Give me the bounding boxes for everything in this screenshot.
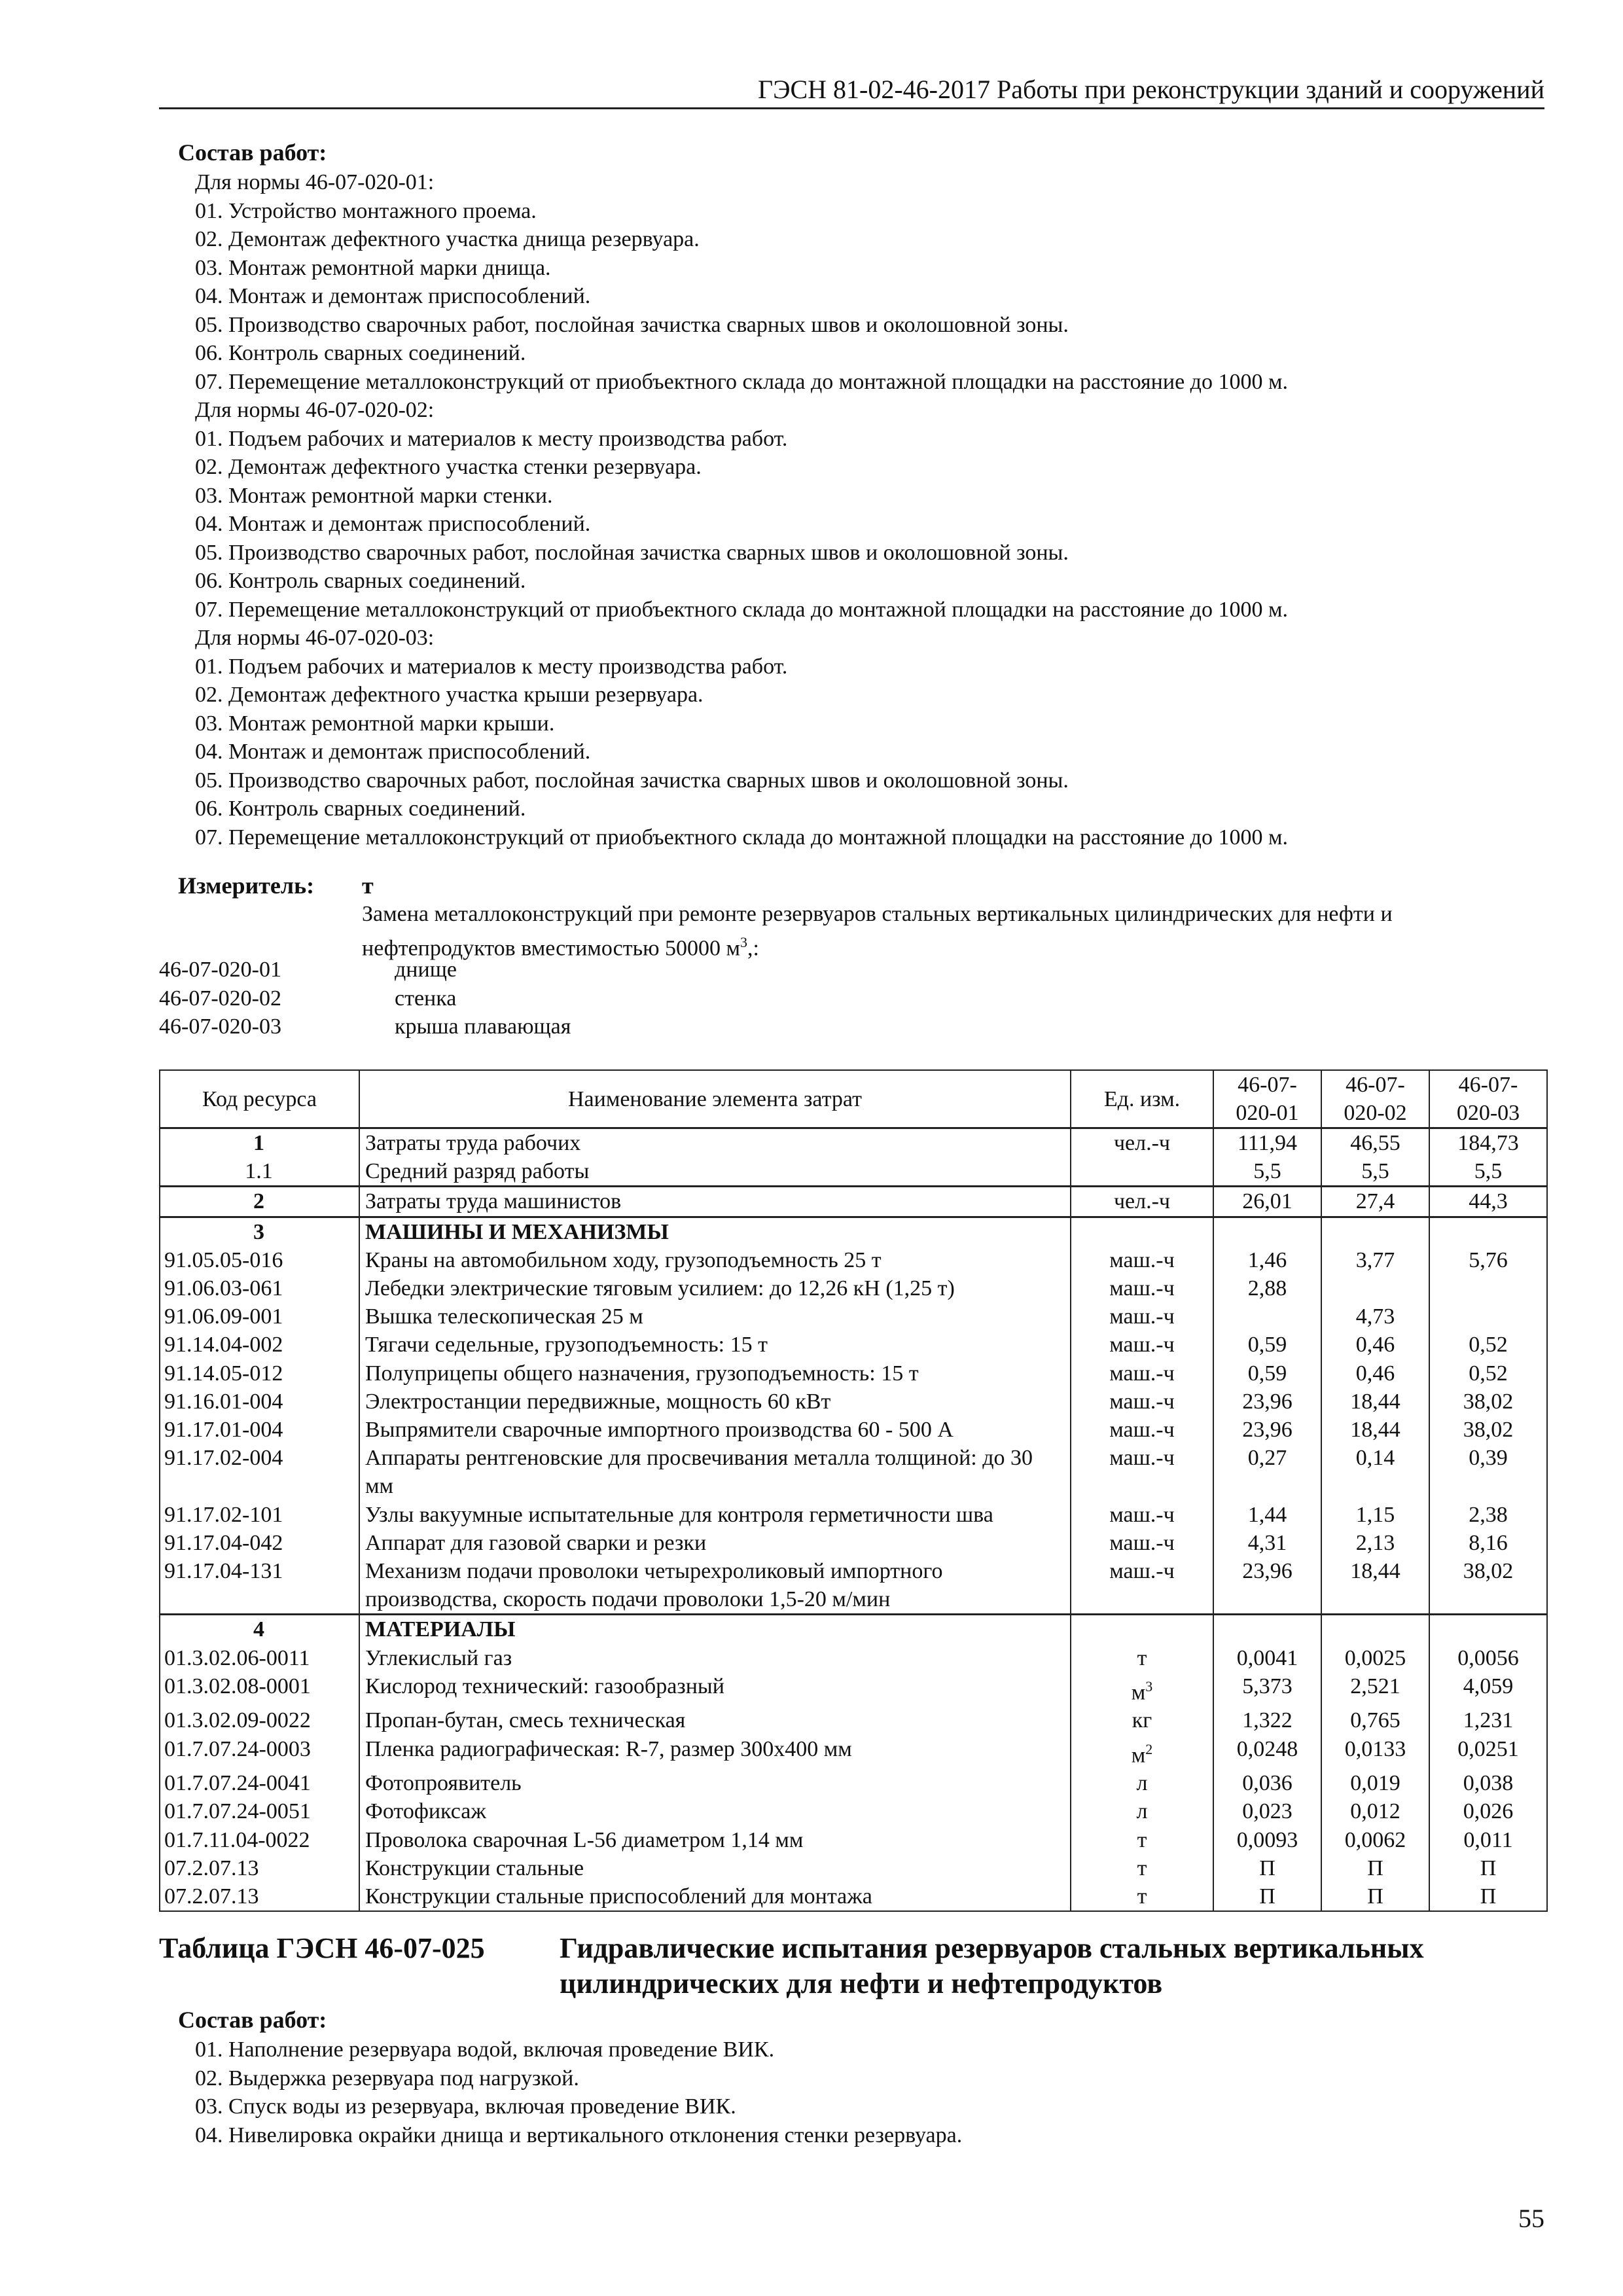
- cell-value: 184,73: [1429, 1128, 1547, 1158]
- header-norm-1: [1213, 1070, 1321, 1128]
- norm-group-label: Для нормы 46-07-020-02:: [195, 398, 435, 422]
- cell-value: 46,55: [1321, 1128, 1429, 1158]
- cell-unit: маш.-ч: [1071, 1359, 1213, 1388]
- header-code: Код ресурса: [160, 1070, 359, 1128]
- cell-value: 2,13: [1321, 1529, 1429, 1557]
- header-norm-2-b: 020-02: [1344, 1101, 1407, 1125]
- cell-unit: [1071, 1217, 1213, 1246]
- work-item: 04. Монтаж и демонтаж приспособлений.: [195, 284, 591, 308]
- table-row: [160, 1331, 1547, 1359]
- cell-code: 91.06.03-061: [160, 1274, 359, 1302]
- cell-value: 1,322: [1213, 1706, 1321, 1734]
- cell-value: 5,5: [1429, 1157, 1547, 1187]
- header-norm-2-a: 46-07-: [1346, 1073, 1405, 1097]
- table-row: [160, 1557, 1547, 1615]
- cell-unit: чел.-ч: [1071, 1128, 1213, 1158]
- cell-name: Краны на автомобильном ходу, грузоподъемность 25 т: [359, 1246, 1071, 1274]
- measure-unit: т: [362, 872, 374, 899]
- work-item: 07. Перемещение металлоконструкций от приобъектного склада до монтажной площадки на расстояние до 1000 м.: [195, 597, 1288, 622]
- table-row: [160, 1797, 1547, 1825]
- cell-unit: маш.-ч: [1071, 1557, 1213, 1615]
- cell-unit: маш.-ч: [1071, 1274, 1213, 1302]
- cell-name: Электростанции передвижные, мощность 60 кВт: [359, 1388, 1071, 1416]
- cell-value: 4,059: [1429, 1672, 1547, 1707]
- cell-value: 0,39: [1429, 1444, 1547, 1500]
- cell-code: 2: [160, 1187, 359, 1217]
- cell-value: 0,011: [1429, 1826, 1547, 1854]
- cell-code: 91.17.01-004: [160, 1416, 359, 1444]
- cell-unit: т: [1071, 1644, 1213, 1672]
- cell-name: Затраты труда машинистов: [359, 1187, 1071, 1217]
- measure-description: [362, 900, 1540, 962]
- cell-value: 0,27: [1213, 1444, 1321, 1500]
- cell-value: [1321, 1217, 1429, 1246]
- cell-name: Вышка телескопическая 25 м: [359, 1302, 1071, 1331]
- cell-unit: л: [1071, 1797, 1213, 1825]
- table-row: [160, 1128, 1547, 1158]
- cell-value: [1429, 1217, 1547, 1246]
- cell-value: 23,96: [1213, 1416, 1321, 1444]
- table-row: [160, 1615, 1547, 1644]
- cell-name: Полуприцепы общего назначения, грузоподъемность: 15 т: [359, 1359, 1071, 1388]
- cell-value: 0,019: [1321, 1769, 1429, 1797]
- cell-value: 23,96: [1213, 1388, 1321, 1416]
- cell-unit: маш.-ч: [1071, 1388, 1213, 1416]
- cell-value: 2,521: [1321, 1672, 1429, 1707]
- running-header: ГЭСН 81-02-46-2017 Работы при реконструкции зданий и сооружений: [757, 75, 1544, 104]
- cell-unit: маш.-ч: [1071, 1246, 1213, 1274]
- cell-unit: $м^2$: [1071, 1735, 1213, 1770]
- resource-table: [159, 1069, 1548, 1912]
- cell-name: Аппараты рентгеновские для просвечивания металла толщиной: до 30 мм: [359, 1444, 1071, 1500]
- table-row: [160, 1416, 1547, 1444]
- work-item: 03. Спуск воды из резервуара, включая проведение ВИК.: [195, 2094, 736, 2119]
- cell-code: 01.7.07.24-0051: [160, 1797, 359, 1825]
- header-norm-1-a: 46-07-: [1238, 1073, 1297, 1097]
- header-unit: Ед. изм.: [1071, 1070, 1213, 1128]
- work-item: 07. Перемещение металлоконструкций от приобъектного склада до монтажной площадки на расстояние до 1000 м.: [195, 825, 1288, 850]
- page-number: 55: [1518, 2204, 1544, 2233]
- next-table-label: Таблица ГЭСН 46-07-025: [159, 1932, 485, 1964]
- table-row: [160, 1274, 1547, 1302]
- cell-code: 91.16.01-004: [160, 1388, 359, 1416]
- cell-value: 0,52: [1429, 1331, 1547, 1359]
- table-row: [160, 1444, 1547, 1500]
- cell-unit: $м^3$: [1071, 1672, 1213, 1707]
- work-item: 02. Выдержка резервуара под нагрузкой.: [195, 2066, 579, 2090]
- cell-value: П: [1213, 1882, 1321, 1911]
- work-item: 05. Производство сварочных работ, послойная зачистка сварных швов и околошовной зоны.: [195, 540, 1069, 565]
- cell-code: 07.2.07.13: [160, 1854, 359, 1882]
- measure-label: Измеритель:: [178, 872, 315, 899]
- cell-name: Пропан-бутан, смесь техническая: [359, 1706, 1071, 1734]
- next-composition-list: [195, 2036, 962, 2149]
- unit-superscript: 2: [1145, 1740, 1153, 1757]
- cell-name: Углекислый газ: [359, 1644, 1071, 1672]
- cell-name: Проволока сварочная L-56 диаметром 1,14 мм: [359, 1826, 1071, 1854]
- cell-code: 3: [160, 1217, 359, 1246]
- cell-code: 01.3.02.08-0001: [160, 1672, 359, 1707]
- cell-unit: т: [1071, 1882, 1213, 1911]
- work-item: 05. Производство сварочных работ, послойная зачистка сварных швов и околошовной зоны.: [195, 312, 1069, 337]
- cell-name: Фотопроявитель: [359, 1769, 1071, 1797]
- cell-value: [1429, 1615, 1547, 1644]
- cell-code: 01.3.02.06-0011: [160, 1644, 359, 1672]
- cell-code: 01.3.02.09-0022: [160, 1706, 359, 1734]
- cell-name: Пленка радиографическая: R-7, размер 300х400 мм: [359, 1735, 1071, 1770]
- cell-name: Лебедки электрические тяговым усилием: до 12,26 кН (1,25 т): [359, 1274, 1071, 1302]
- table-row: [160, 1826, 1547, 1854]
- cell-value: П: [1321, 1882, 1429, 1911]
- cell-unit: маш.-ч: [1071, 1416, 1213, 1444]
- cell-unit: [1071, 1615, 1213, 1644]
- cell-name: Средний разряд работы: [359, 1157, 1071, 1187]
- cell-value: 38,02: [1429, 1557, 1547, 1615]
- cell-code: 91.17.02-004: [160, 1444, 359, 1500]
- cell-value: 0,023: [1213, 1797, 1321, 1825]
- work-item: 01. Наполнение резервуара водой, включая проведение ВИК.: [195, 2037, 775, 2062]
- cell-value: 4,73: [1321, 1302, 1429, 1331]
- cell-value: 0,0025: [1321, 1644, 1429, 1672]
- work-item: 04. Монтаж и демонтаж приспособлений.: [195, 740, 591, 764]
- work-item: 02. Демонтаж дефектного участка стенки резервуара.: [195, 455, 702, 479]
- cell-value: 18,44: [1321, 1388, 1429, 1416]
- cell-value: 1,15: [1321, 1501, 1429, 1529]
- next-table-title: Гидравлические испытания резервуаров стальных вертикальных цилиндрических для нефти и нефтепродуктов: [560, 1932, 1424, 2000]
- cell-name: Затраты труда рабочих: [359, 1128, 1071, 1158]
- cell-value: 26,01: [1213, 1187, 1321, 1217]
- next-composition-title: Состав работ:: [178, 2007, 327, 2033]
- cell-value: 23,96: [1213, 1557, 1321, 1615]
- work-item: 03. Монтаж ремонтной марки стенки.: [195, 483, 553, 508]
- work-item: 04. Нивелировка окрайки днища и вертикального отклонения стенки резервуара.: [195, 2123, 963, 2147]
- cell-unit: маш.-ч: [1071, 1302, 1213, 1331]
- cell-code: 01.7.07.24-0041: [160, 1769, 359, 1797]
- cell-value: 0,0093: [1213, 1826, 1321, 1854]
- cell-value: 18,44: [1321, 1416, 1429, 1444]
- cell-name: МАШИНЫ И МЕХАНИЗМЫ: [359, 1217, 1071, 1246]
- cell-value: 4,31: [1213, 1529, 1321, 1557]
- cell-code: 91.17.04-131: [160, 1557, 359, 1615]
- cell-name: Конструкции стальные приспособлений для монтажа: [359, 1882, 1071, 1911]
- cell-value: 2,38: [1429, 1501, 1547, 1529]
- cell-name: Аппарат для газовой сварки и резки: [359, 1529, 1071, 1557]
- cell-value: 111,94: [1213, 1128, 1321, 1158]
- cell-value: 5,373: [1213, 1672, 1321, 1707]
- cell-code: 01.7.07.24-0003: [160, 1735, 359, 1770]
- cell-unit: л: [1071, 1769, 1213, 1797]
- table-header-row: [160, 1070, 1547, 1128]
- cell-unit: т: [1071, 1854, 1213, 1882]
- header-norm-1-b: 020-01: [1236, 1101, 1299, 1125]
- header-norm-3-b: 020-03: [1456, 1101, 1520, 1125]
- cell-value: [1429, 1274, 1547, 1302]
- cell-value: П: [1321, 1854, 1429, 1882]
- work-item: 03. Монтаж ремонтной марки крыши.: [195, 711, 555, 736]
- norm-group-label: Для нормы 46-07-020-03:: [195, 626, 435, 650]
- header-norm-3-a: 46-07-: [1458, 1073, 1518, 1097]
- cell-name: МАТЕРИАЛЫ: [359, 1615, 1071, 1644]
- cell-value: 0,52: [1429, 1359, 1547, 1388]
- work-item: 02. Демонтаж дефектного участка днища резервуара.: [195, 227, 700, 251]
- unit-superscript: 3: [1145, 1677, 1153, 1695]
- composition-list: [195, 168, 1288, 852]
- cell-value: 44,3: [1429, 1187, 1547, 1217]
- cell-value: 0,46: [1321, 1331, 1429, 1359]
- cell-value: 18,44: [1321, 1557, 1429, 1615]
- cell-unit: чел.-ч: [1071, 1187, 1213, 1217]
- cell-value: 0,026: [1429, 1797, 1547, 1825]
- cell-code: 91.17.02-101: [160, 1501, 359, 1529]
- cell-unit: [1071, 1157, 1213, 1187]
- norm-group-label: Для нормы 46-07-020-01:: [195, 170, 435, 194]
- cell-name: Тягачи седельные, грузоподъемность: 15 т: [359, 1331, 1071, 1359]
- table-row: [160, 1302, 1547, 1331]
- cell-unit: маш.-ч: [1071, 1331, 1213, 1359]
- header-rule: [159, 107, 1544, 109]
- cell-value: 1,231: [1429, 1706, 1547, 1734]
- table-row: [160, 1769, 1547, 1797]
- cell-value: [1213, 1615, 1321, 1644]
- table-row: [160, 1187, 1547, 1217]
- measure-description-sup: 3: [740, 934, 748, 950]
- cell-name: Конструкции стальные: [359, 1854, 1071, 1882]
- cell-value: П: [1213, 1854, 1321, 1882]
- measure-description-suffix: ,:: [747, 936, 759, 961]
- cell-unit: маш.-ч: [1071, 1444, 1213, 1500]
- work-item: 02. Демонтаж дефектного участка крыши резервуара.: [195, 683, 704, 707]
- cell-value: 0,46: [1321, 1359, 1429, 1388]
- table-row: [160, 1501, 1547, 1529]
- cell-value: [1321, 1615, 1429, 1644]
- measure-row-code: 46-07-020-03: [159, 1014, 281, 1039]
- cell-value: 8,16: [1429, 1529, 1547, 1557]
- cell-value: [1321, 1274, 1429, 1302]
- work-item: 03. Монтаж ремонтной марки днища.: [195, 255, 551, 280]
- work-item: 04. Монтаж и демонтаж приспособлений.: [195, 512, 591, 536]
- cell-value: 0,0062: [1321, 1826, 1429, 1854]
- table-row: [160, 1854, 1547, 1882]
- cell-unit: маш.-ч: [1071, 1529, 1213, 1557]
- measure-row-code: 46-07-020-01: [159, 958, 281, 982]
- cell-name: Кислород технический: газообразный: [359, 1672, 1071, 1707]
- table-row: [160, 1359, 1547, 1388]
- cell-value: 0,0133: [1321, 1735, 1429, 1770]
- cell-name: Фотофиксаж: [359, 1797, 1071, 1825]
- measure-description-text: Замена металлоконструкций при ремонте резервуаров стальных вертикальных цилиндрических для нефти и нефтепродуктов вместимостью 50000 м: [362, 902, 1393, 961]
- work-item: 07. Перемещение металлоконструкций от приобъектного склада до монтажной площадки на расстояние до 1000 м.: [195, 369, 1288, 394]
- cell-name: Выпрямители сварочные импортного производства 60 - 500 А: [359, 1416, 1071, 1444]
- cell-value: [1429, 1302, 1547, 1331]
- work-item: 06. Контроль сварных соединений.: [195, 341, 526, 365]
- cell-value: 5,76: [1429, 1246, 1547, 1274]
- table-row: [160, 1246, 1547, 1274]
- cell-value: 27,4: [1321, 1187, 1429, 1217]
- measure-row-name: стенка: [395, 986, 457, 1011]
- table-row: [160, 1529, 1547, 1557]
- table-body: [160, 1128, 1547, 1912]
- cell-unit: т: [1071, 1826, 1213, 1854]
- cell-value: 1,46: [1213, 1246, 1321, 1274]
- cell-value: 0,59: [1213, 1359, 1321, 1388]
- cell-value: 0,0041: [1213, 1644, 1321, 1672]
- composition-title: Состав работ:: [178, 139, 327, 166]
- cell-value: 0,765: [1321, 1706, 1429, 1734]
- cell-code: 1.1: [160, 1157, 359, 1187]
- cell-code: 91.14.05-012: [160, 1359, 359, 1388]
- work-item: 06. Контроль сварных соединений.: [195, 797, 526, 821]
- cell-value: 1,44: [1213, 1501, 1321, 1529]
- cell-value: 0,0248: [1213, 1735, 1321, 1770]
- measure-row-code: 46-07-020-02: [159, 986, 281, 1011]
- table-row: [160, 1882, 1547, 1911]
- header-norm-3: [1429, 1070, 1547, 1128]
- cell-code: 01.7.11.04-0022: [160, 1826, 359, 1854]
- work-item: 01. Устройство монтажного проема.: [195, 198, 537, 223]
- cell-value: 0,036: [1213, 1769, 1321, 1797]
- cell-value: 0,0056: [1429, 1644, 1547, 1672]
- table-row: [160, 1217, 1547, 1246]
- cell-code: 91.05.05-016: [160, 1246, 359, 1274]
- cell-value: [1213, 1217, 1321, 1246]
- cell-value: 5,5: [1321, 1157, 1429, 1187]
- cell-value: 3,77: [1321, 1246, 1429, 1274]
- cell-unit: кг: [1071, 1706, 1213, 1734]
- cell-value: 5,5: [1213, 1157, 1321, 1187]
- work-item: 01. Подъем рабочих и материалов к месту производства работ.: [195, 654, 788, 679]
- cell-value: 0,038: [1429, 1769, 1547, 1797]
- work-item: 06. Контроль сварных соединений.: [195, 569, 526, 593]
- cell-value: 0,0251: [1429, 1735, 1547, 1770]
- cell-value: 0,59: [1213, 1331, 1321, 1359]
- cell-code: 07.2.07.13: [160, 1882, 359, 1911]
- cell-name: Механизм подачи проволоки четырехроликовый импортного производства, скорость подачи проволоки 1,5-20 м/мин: [359, 1557, 1071, 1615]
- cell-code: 4: [160, 1615, 359, 1644]
- header-name: Наименование элемента затрат: [359, 1070, 1071, 1128]
- table-row: [160, 1706, 1547, 1734]
- cell-unit: маш.-ч: [1071, 1501, 1213, 1529]
- cell-value: [1213, 1302, 1321, 1331]
- cell-value: П: [1429, 1854, 1547, 1882]
- cell-value: 2,88: [1213, 1274, 1321, 1302]
- table-row: [160, 1644, 1547, 1672]
- cell-code: 91.06.09-001: [160, 1302, 359, 1331]
- cell-value: 0,14: [1321, 1444, 1429, 1500]
- table-row: [160, 1735, 1547, 1770]
- cell-value: 0,012: [1321, 1797, 1429, 1825]
- cell-code: 91.14.04-002: [160, 1331, 359, 1359]
- table-row: [160, 1157, 1547, 1187]
- cell-value: 38,02: [1429, 1388, 1547, 1416]
- work-item: 01. Подъем рабочих и материалов к месту производства работ.: [195, 426, 788, 451]
- cell-value: П: [1429, 1882, 1547, 1911]
- table-row: [160, 1388, 1547, 1416]
- header-norm-2: [1321, 1070, 1429, 1128]
- cell-code: 1: [160, 1128, 359, 1158]
- cell-value: 38,02: [1429, 1416, 1547, 1444]
- work-item: 05. Производство сварочных работ, послойная зачистка сварных швов и околошовной зоны.: [195, 768, 1069, 793]
- cell-code: 91.17.04-042: [160, 1529, 359, 1557]
- table-row: [160, 1672, 1547, 1707]
- measure-row-name: днище: [395, 958, 457, 982]
- measure-row-name: крыша плавающая: [395, 1014, 571, 1039]
- cell-name: Узлы вакуумные испытательные для контроля герметичности шва: [359, 1501, 1071, 1529]
